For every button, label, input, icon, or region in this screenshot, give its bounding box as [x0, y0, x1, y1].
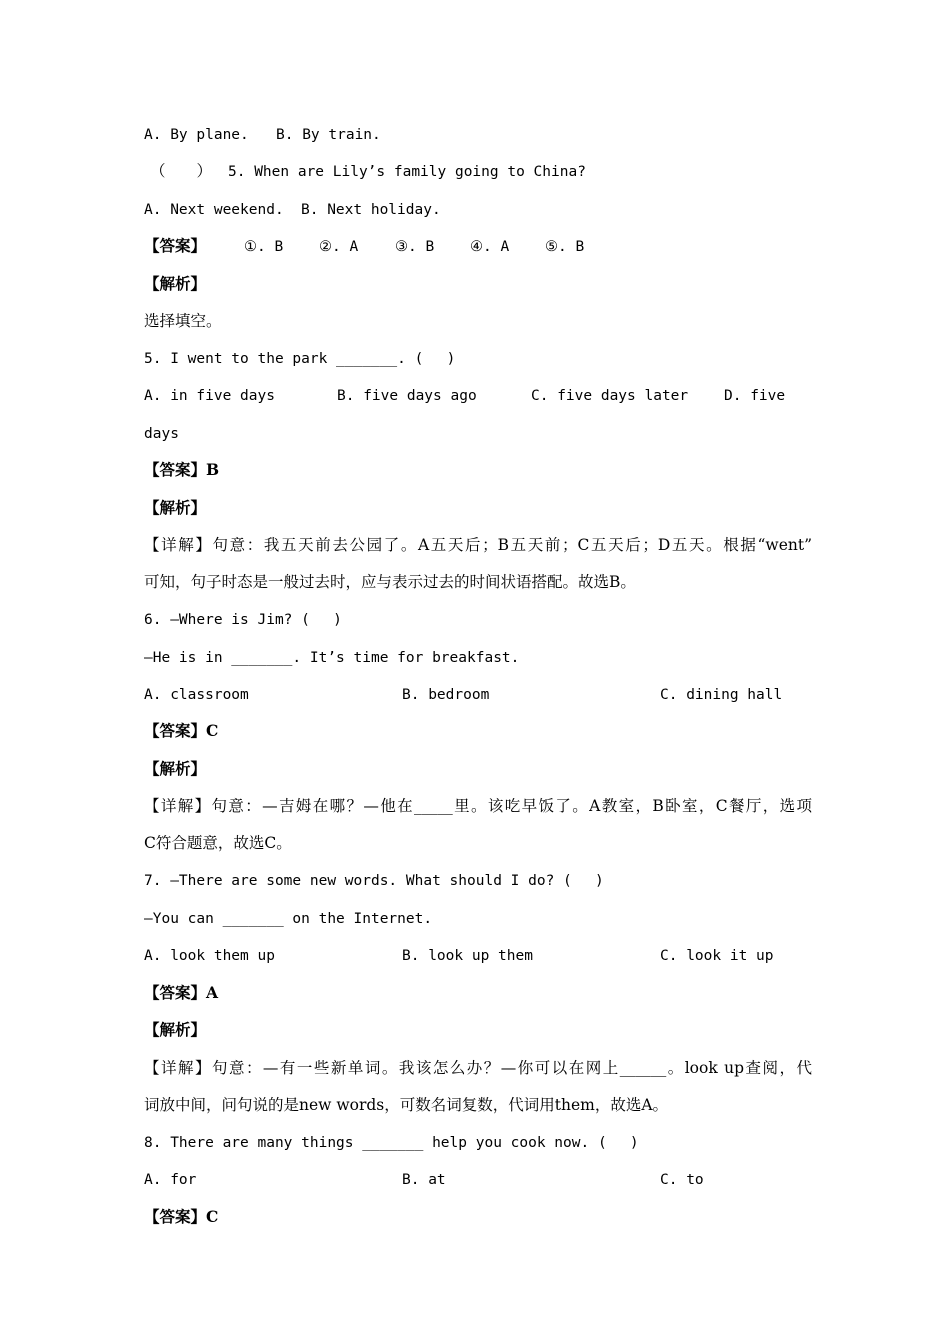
section-title: 选择填空。 — [144, 312, 222, 330]
answer-item-1: ①. B — [244, 239, 284, 255]
q5-stem: 5. I went to the park _______. ( ) — [144, 351, 456, 367]
q8-option-c: C. to — [660, 1172, 704, 1188]
q5-detail-line2: 可知，句子时态是一般过去时，应与表示过去的时间状语搭配。故选B。 — [144, 573, 636, 591]
analysis-tag: 【解析】 — [144, 274, 207, 293]
answer-item-5: ⑤. B — [545, 239, 585, 255]
q6-stem-2: —He is in _______. It’s time for breakfast. — [144, 650, 520, 666]
q5-option-c: C. five days later — [531, 388, 689, 404]
q7-detail-line2: 词放中间，问句说的是new words，可数名词复数，代词用them，故选A。 — [144, 1096, 669, 1114]
q6-stem-1: 6. —Where is Jim? ( ) — [144, 612, 342, 628]
q7-option-a: A. look them up — [144, 948, 275, 964]
q6-option-a: A. classroom — [144, 687, 249, 703]
q4-option-a: A. By plane. — [144, 127, 249, 143]
q8-stem: 8. There are many things _______ help you cook now. ( ) — [144, 1135, 639, 1151]
q8-option-a: A. for — [144, 1172, 197, 1188]
q6-answer: 【答案】C — [144, 721, 219, 740]
q6-option-b: B. bedroom — [402, 687, 490, 703]
q5-listen-option-b: B. Next holiday. — [301, 202, 441, 218]
q5-listen-question: 5. When are Lily’s family going to China? — [228, 164, 586, 180]
answers-tag: 【答案】 — [144, 236, 207, 255]
q7-option-c: C. look it up — [660, 948, 774, 964]
q6-option-c: C. dining hall — [660, 687, 783, 703]
q8-option-b: B. at — [402, 1172, 446, 1188]
q5-analysis-tag: 【解析】 — [144, 498, 207, 517]
answer-item-3: ③. B — [395, 239, 435, 255]
answer-item-4: ④. A — [470, 239, 510, 255]
q8-answer: 【答案】C — [144, 1207, 219, 1226]
q5-option-a: A. in five days — [144, 388, 275, 404]
q5-option-b: B. five days ago — [337, 388, 477, 404]
q7-option-b: B. look up them — [402, 948, 533, 964]
answer-item-2: ②. A — [319, 239, 359, 255]
q6-analysis-tag: 【解析】 — [144, 759, 207, 778]
q7-detail-line1: 【详解】句意：—有一些新单词。我该怎么办？—你可以在网上______。look up查阅，代 — [144, 1059, 812, 1077]
q5-option-d: D. five — [724, 388, 786, 404]
q6-detail-line1: 【详解】句意：—吉姆在哪？—他在_____里。该吃早饭了。A教室，B卧室，C餐厅，选项 — [144, 797, 812, 815]
q7-stem-2: —You can _______ on the Internet. — [144, 911, 433, 927]
q7-answer: 【答案】A — [144, 983, 219, 1002]
q5-answer: 【答案】B — [144, 460, 220, 479]
q5-listen-option-a: A. Next weekend. — [144, 202, 284, 218]
q5-option-d-cont: days — [144, 426, 179, 442]
q7-analysis-tag: 【解析】 — [144, 1020, 207, 1039]
q5-detail-line1: 【详解】句意：我五天前去公园了。A五天后；B五天前；C五天后；D五天。根据“went” — [144, 536, 812, 554]
q4-option-b: B. By train. — [276, 127, 381, 143]
q5-listen-paren: （ ） — [150, 162, 213, 180]
q7-stem-1: 7. —There are some new words. What should I do? ( ) — [144, 873, 604, 889]
q6-detail-line2: C符合题意，故选C。 — [144, 834, 292, 852]
